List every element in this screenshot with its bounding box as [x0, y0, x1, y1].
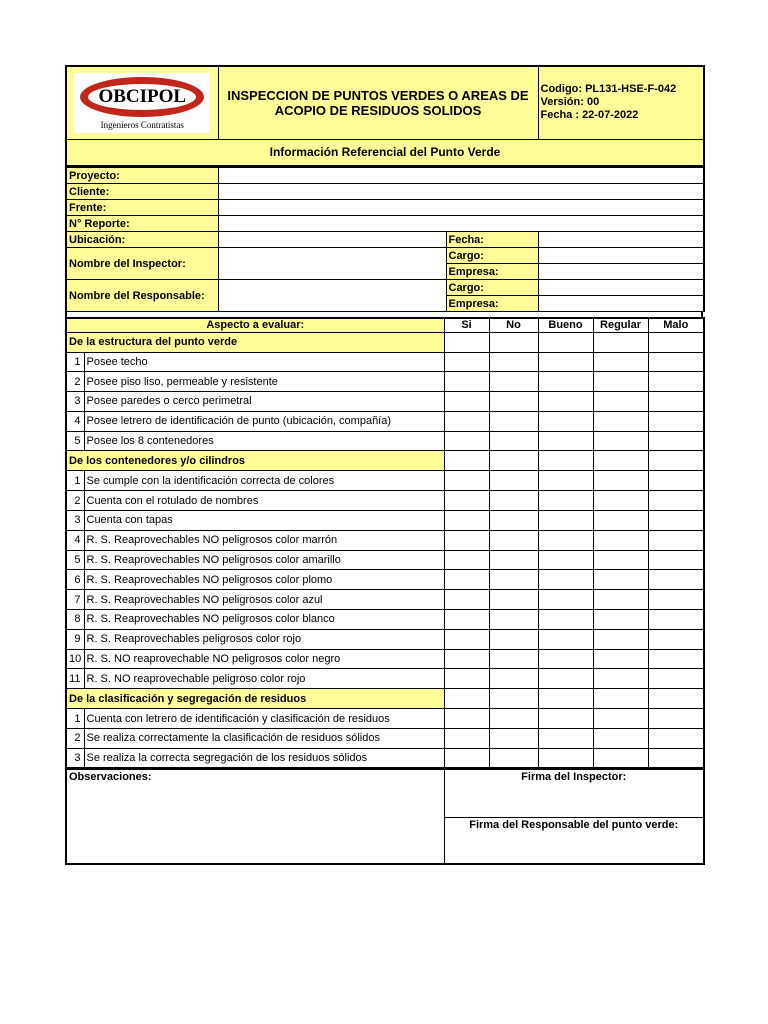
checkbox-bueno[interactable] [538, 748, 593, 768]
header-aspecto: Aspecto a evaluar: [66, 318, 444, 332]
checkbox-si[interactable] [444, 729, 489, 749]
checkbox-no[interactable] [489, 550, 538, 570]
firma-inspector-label: Firma del Inspector: [521, 771, 627, 784]
label-proyecto: Proyecto: [66, 168, 218, 184]
item-number: 10 [66, 649, 84, 669]
firma-responsable-label: Firma del Responsable del punto verde: [469, 819, 679, 832]
observaciones-box[interactable] [66, 770, 444, 864]
checkbox-no[interactable] [489, 471, 538, 491]
checkbox-si[interactable] [444, 550, 489, 570]
item-number: 1 [66, 709, 84, 729]
evaluation-table [65, 317, 705, 769]
checkbox-regular[interactable] [593, 590, 648, 610]
rating-cell[interactable] [538, 689, 593, 709]
section-title: De la clasificación y segregación de residuos [66, 689, 444, 709]
label-empresa-inspector: Empresa: [446, 264, 538, 280]
document-version: Versión: 00 [540, 96, 600, 108]
item-number: 1 [66, 352, 84, 372]
checkbox-no[interactable] [489, 669, 538, 689]
rating-cell[interactable] [538, 332, 593, 352]
checkbox-si[interactable] [444, 411, 489, 431]
label-empresa-responsable: Empresa: [446, 296, 538, 312]
checkbox-si[interactable] [444, 748, 489, 768]
checkbox-malo[interactable] [648, 550, 704, 570]
document-date: Fecha : 22-07-2022 [540, 109, 639, 121]
info-heading: Información Referencial del Punto Verde [66, 139, 704, 166]
header-si: Si [444, 318, 489, 332]
field-cargo-responsable[interactable] [538, 280, 704, 296]
table-row [66, 431, 704, 451]
field-cliente[interactable] [218, 184, 704, 200]
checkbox-bueno[interactable] [538, 530, 593, 550]
checkbox-regular[interactable] [593, 649, 648, 669]
rating-cell[interactable] [648, 332, 704, 352]
checkbox-bueno[interactable] [538, 431, 593, 451]
checkbox-si[interactable] [444, 629, 489, 649]
checkbox-regular[interactable] [593, 352, 648, 372]
footer-table [65, 769, 705, 865]
rating-cell[interactable] [444, 689, 489, 709]
item-text: Posee los 8 contenedores [84, 431, 444, 451]
checkbox-no[interactable] [489, 649, 538, 669]
checkbox-regular[interactable] [593, 372, 648, 392]
item-number: 8 [66, 610, 84, 630]
item-number: 3 [66, 511, 84, 531]
checkbox-malo[interactable] [648, 570, 704, 590]
checkbox-malo[interactable] [648, 748, 704, 768]
item-text: Posee techo [84, 352, 444, 372]
checkbox-bueno[interactable] [538, 570, 593, 590]
item-text: R. S. Reaprovechables NO peligrosos color amarillo [84, 550, 444, 570]
field-responsable[interactable] [218, 280, 446, 312]
section-title: De la estructura del punto verde [66, 332, 444, 352]
item-number: 2 [66, 491, 84, 511]
checkbox-regular[interactable] [593, 748, 648, 768]
checkbox-no[interactable] [489, 352, 538, 372]
checkbox-malo[interactable] [648, 471, 704, 491]
item-text: R. S. Reaprovechables NO peligrosos color blanco [84, 610, 444, 630]
table-row [66, 550, 704, 570]
checkbox-malo[interactable] [648, 411, 704, 431]
label-ubicacion: Ubicación: [66, 232, 218, 248]
item-text: Posee piso liso, permeable y resistente [84, 372, 444, 392]
checkbox-si[interactable] [444, 352, 489, 372]
item-number: 5 [66, 550, 84, 570]
checkbox-si[interactable] [444, 471, 489, 491]
checkbox-no[interactable] [489, 748, 538, 768]
item-text: Cuenta con el rotulado de nombres [84, 491, 444, 511]
table-row [66, 649, 704, 669]
item-text: Se cumple con la identificación correcta de colores [84, 471, 444, 491]
checkbox-bueno[interactable] [538, 511, 593, 531]
checkbox-no[interactable] [489, 431, 538, 451]
checkbox-si[interactable] [444, 610, 489, 630]
rating-cell[interactable] [489, 332, 538, 352]
inspection-form [65, 65, 703, 865]
checkbox-regular[interactable] [593, 431, 648, 451]
checkbox-bueno[interactable] [538, 491, 593, 511]
checkbox-no[interactable] [489, 629, 538, 649]
logo-cell [66, 66, 218, 139]
checkbox-regular[interactable] [593, 471, 648, 491]
rating-cell[interactable] [593, 451, 648, 471]
table-row [66, 392, 704, 412]
checkbox-malo[interactable] [648, 511, 704, 531]
item-text: R. S. Reaprovechables NO peligrosos color azul [84, 590, 444, 610]
item-number: 5 [66, 431, 84, 451]
checkbox-no[interactable] [489, 411, 538, 431]
form-title: INSPECCION DE PUNTOS VERDES O AREAS DE ACOPIO DE RESIDUOS SOLIDOS [218, 66, 538, 139]
field-cargo-inspector[interactable] [538, 248, 704, 264]
item-number: 3 [66, 392, 84, 412]
checkbox-bueno[interactable] [538, 550, 593, 570]
document-codes [538, 66, 704, 139]
checkbox-malo[interactable] [648, 590, 704, 610]
field-fecha[interactable] [538, 232, 704, 248]
checkbox-no[interactable] [489, 372, 538, 392]
checkbox-si[interactable] [444, 590, 489, 610]
item-number: 2 [66, 729, 84, 749]
label-cargo-inspector: Cargo: [446, 248, 538, 264]
label-cargo-responsable: Cargo: [446, 280, 538, 296]
checkbox-regular[interactable] [593, 610, 648, 630]
checkbox-malo[interactable] [648, 530, 704, 550]
checkbox-malo[interactable] [648, 392, 704, 412]
table-row [66, 570, 704, 590]
item-number: 7 [66, 590, 84, 610]
table-row [66, 669, 704, 689]
checkbox-no[interactable] [489, 610, 538, 630]
rating-cell[interactable] [489, 689, 538, 709]
checkbox-regular[interactable] [593, 511, 648, 531]
checkbox-bueno[interactable] [538, 372, 593, 392]
checkbox-bueno[interactable] [538, 649, 593, 669]
checkbox-malo[interactable] [648, 709, 704, 729]
item-text: R. S. NO reaprovechable NO peligrosos color negro [84, 649, 444, 669]
field-empresa-responsable[interactable] [538, 296, 704, 312]
section-row [66, 689, 704, 709]
item-number: 6 [66, 570, 84, 590]
checkbox-no[interactable] [489, 590, 538, 610]
field-reporte[interactable] [218, 216, 704, 232]
rating-cell[interactable] [593, 689, 648, 709]
checkbox-regular[interactable] [593, 709, 648, 729]
rating-cell[interactable] [444, 332, 489, 352]
table-row [66, 471, 704, 491]
checkbox-si[interactable] [444, 392, 489, 412]
checkbox-malo[interactable] [648, 491, 704, 511]
checkbox-regular[interactable] [593, 550, 648, 570]
label-frente: Frente: [66, 200, 218, 216]
table-row [66, 748, 704, 768]
table-row [66, 590, 704, 610]
checkbox-si[interactable] [444, 570, 489, 590]
checkbox-si[interactable] [444, 431, 489, 451]
observaciones-label: Observaciones: [69, 771, 152, 784]
table-row [66, 709, 704, 729]
checkbox-malo[interactable] [648, 372, 704, 392]
firma-inspector-box[interactable] [444, 770, 704, 818]
checkbox-no[interactable] [489, 530, 538, 550]
item-text: Cuenta con letrero de identificación y clasificación de residuos [84, 709, 444, 729]
table-row [66, 352, 704, 372]
rating-cell[interactable] [538, 451, 593, 471]
table-row [66, 411, 704, 431]
item-number: 4 [66, 411, 84, 431]
section-title: De los contenedores y/o cilindros [66, 451, 444, 471]
item-number: 9 [66, 629, 84, 649]
item-text: Se realiza la correcta segregación de los residuos sólidos [84, 748, 444, 768]
header-table [65, 65, 705, 167]
checkbox-bueno[interactable] [538, 669, 593, 689]
label-reporte: N° Reporte: [66, 216, 218, 232]
rating-cell[interactable] [593, 332, 648, 352]
section-row [66, 451, 704, 471]
item-number: 2 [66, 372, 84, 392]
checkbox-regular[interactable] [593, 570, 648, 590]
checkbox-no[interactable] [489, 729, 538, 749]
logo-subtitle: Ingenieros Contratistas [100, 119, 184, 130]
table-row [66, 511, 704, 531]
checkbox-malo[interactable] [648, 352, 704, 372]
item-text: Posee paredes o cerco perimetral [84, 392, 444, 412]
checkbox-regular[interactable] [593, 491, 648, 511]
table-row [66, 729, 704, 749]
checkbox-malo[interactable] [648, 649, 704, 669]
checkbox-si[interactable] [444, 491, 489, 511]
item-text: Se realiza correctamente la clasificación de residuos sólidos [84, 729, 444, 749]
checkbox-bueno[interactable] [538, 610, 593, 630]
checkbox-regular[interactable] [593, 729, 648, 749]
checkbox-regular[interactable] [593, 629, 648, 649]
checkbox-bueno[interactable] [538, 392, 593, 412]
table-row [66, 610, 704, 630]
logo-text: OBCIPOL [88, 84, 196, 110]
rating-cell[interactable] [648, 689, 704, 709]
item-text: Cuenta con tapas [84, 511, 444, 531]
checkbox-si[interactable] [444, 709, 489, 729]
document-code: Codigo: PL131-HSE-F-042 [540, 83, 677, 95]
checkbox-no[interactable] [489, 709, 538, 729]
item-text: Posee letrero de identificación de punto (ubicación, compañía) [84, 411, 444, 431]
checkbox-malo[interactable] [648, 669, 704, 689]
field-frente[interactable] [218, 200, 704, 216]
checkbox-bueno[interactable] [538, 411, 593, 431]
item-text: R. S. Reaprovechables NO peligrosos color plomo [84, 570, 444, 590]
item-number: 1 [66, 471, 84, 491]
checkbox-no[interactable] [489, 570, 538, 590]
company-logo [74, 73, 210, 133]
rating-cell[interactable] [444, 451, 489, 471]
field-ubicacion[interactable] [218, 232, 446, 248]
checkbox-malo[interactable] [648, 610, 704, 630]
header-malo: Malo [648, 318, 704, 332]
table-row [66, 491, 704, 511]
field-empresa-inspector[interactable] [538, 264, 704, 280]
checkbox-malo[interactable] [648, 431, 704, 451]
item-text: R. S. Reaprovechables NO peligrosos color marrón [84, 530, 444, 550]
checkbox-bueno[interactable] [538, 729, 593, 749]
checkbox-bueno[interactable] [538, 352, 593, 372]
checkbox-bueno[interactable] [538, 709, 593, 729]
checkbox-bueno[interactable] [538, 471, 593, 491]
item-text: R. S. NO reaprovechable peligroso color rojo [84, 669, 444, 689]
item-number: 3 [66, 748, 84, 768]
checkbox-si[interactable] [444, 372, 489, 392]
item-text: R. S. Reaprovechables peligrosos color rojo [84, 629, 444, 649]
checkbox-si[interactable] [444, 649, 489, 669]
checkbox-no[interactable] [489, 511, 538, 531]
label-responsable: Nombre del Responsable: [66, 280, 218, 312]
label-fecha: Fecha: [446, 232, 538, 248]
label-cliente: Cliente: [66, 184, 218, 200]
item-number: 11 [66, 669, 84, 689]
firma-responsable-box[interactable] [444, 818, 704, 864]
checkbox-regular[interactable] [593, 669, 648, 689]
checkbox-malo[interactable] [648, 729, 704, 749]
checkbox-malo[interactable] [648, 629, 704, 649]
rating-cell[interactable] [489, 451, 538, 471]
checkbox-regular[interactable] [593, 392, 648, 412]
label-inspector: Nombre del Inspector: [66, 248, 218, 280]
table-row [66, 629, 704, 649]
checkbox-regular[interactable] [593, 411, 648, 431]
checkbox-regular[interactable] [593, 530, 648, 550]
checkbox-no[interactable] [489, 491, 538, 511]
info-table [65, 167, 705, 312]
field-proyecto[interactable] [218, 168, 704, 184]
rating-cell[interactable] [648, 451, 704, 471]
section-row [66, 332, 704, 352]
checkbox-no[interactable] [489, 392, 538, 412]
table-row [66, 530, 704, 550]
field-inspector[interactable] [218, 248, 446, 280]
header-bueno: Bueno [538, 318, 593, 332]
checkbox-bueno[interactable] [538, 590, 593, 610]
checkbox-si[interactable] [444, 669, 489, 689]
table-row [66, 372, 704, 392]
header-regular: Regular [593, 318, 648, 332]
header-no: No [489, 318, 538, 332]
checkbox-bueno[interactable] [538, 629, 593, 649]
checkbox-si[interactable] [444, 511, 489, 531]
checkbox-si[interactable] [444, 530, 489, 550]
item-number: 4 [66, 530, 84, 550]
